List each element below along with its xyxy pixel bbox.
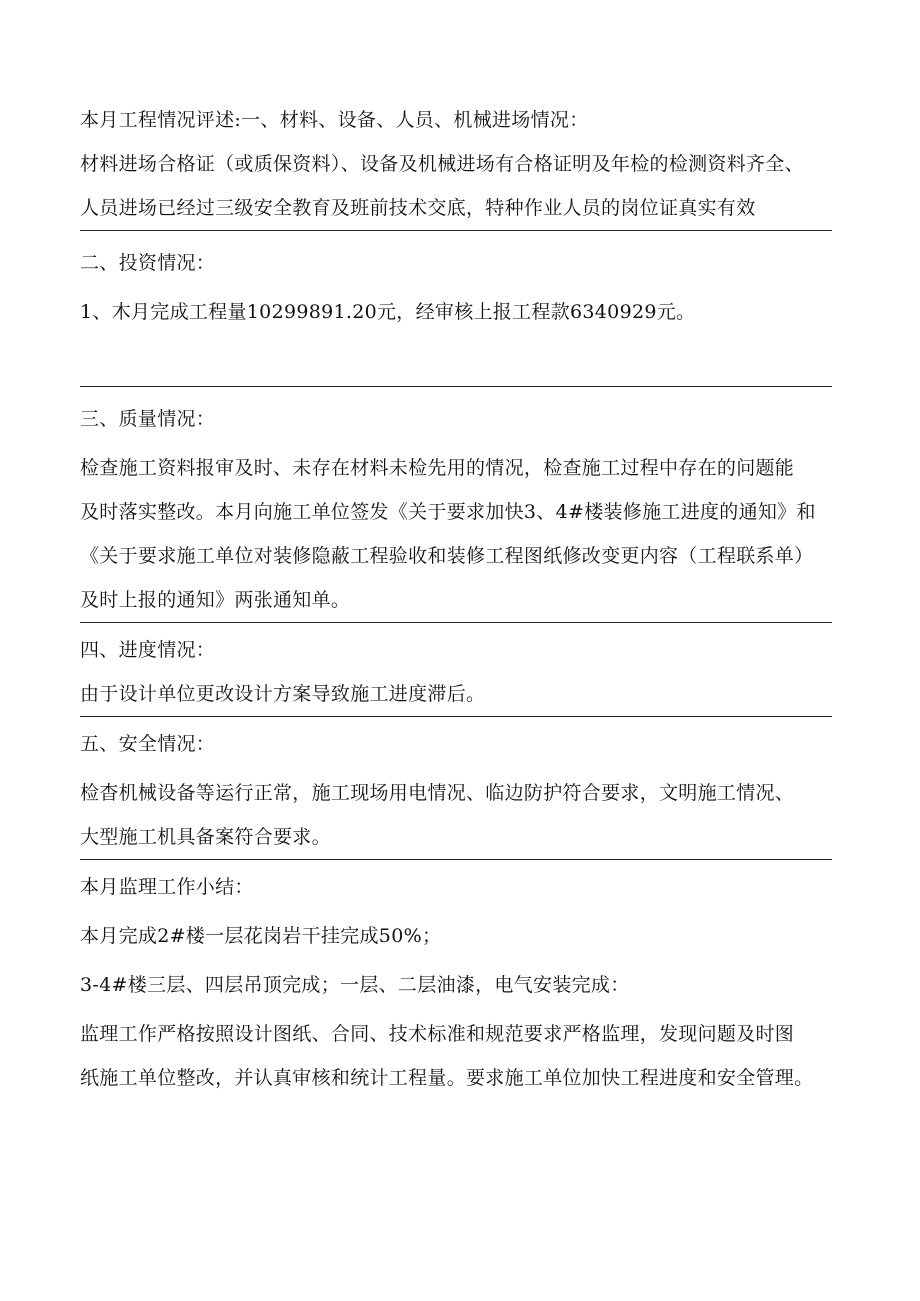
quality-text-line: 检查施工资料报审及时、未存在材料未检先用的情况，检查施工过程中存在的问题能	[80, 457, 795, 479]
investment-text-line: 1、木月完成工程量10299891.20元，经审核上报工程款6340929元。	[80, 301, 696, 323]
summary-text-line: 3-4#楼三层、四层吊顶完成；一层、二层油漆，电气安装完成：	[80, 974, 630, 996]
section-investment	[80, 231, 832, 386]
summary-heading: 本月监理工作小结：	[80, 876, 254, 898]
summary-text-line: 纸施工单位整改，并认真审核和统计工程量。要求施工单位加快工程进度和安全管理。	[80, 1067, 814, 1089]
progress-text-line: 由于设计单位更改设计方案导致施工进度滞后。	[80, 683, 486, 705]
investment-heading: 二、投资情况：	[80, 252, 216, 274]
overview-text-line: 材料进场合格证（或质保资料）、设备及机械进场有合格证明及年检的检测资料齐全、	[80, 153, 804, 175]
quality-text-line: 及时上报的通知》两张通知单。	[80, 589, 351, 611]
safety-heading: 五、安全情况：	[80, 733, 216, 755]
section-overview	[80, 98, 832, 230]
section-safety	[80, 717, 832, 859]
safety-text-line: 大型施工机具备案符合要求。	[80, 826, 331, 848]
safety-text-line: 检杳机械设备等运行正常，施工现场用电情况、临边防护符合要求，文明施工情况、	[80, 782, 795, 804]
progress-heading: 四、进度情况：	[80, 639, 216, 661]
section-summary	[80, 860, 832, 1100]
overview-text-line: 人员进场已经过三级安全教育及班前技术交底，特种作业人员的岗位证真实有效	[80, 197, 756, 219]
section-quality	[80, 387, 832, 622]
quality-text-line: 《关于要求施工单位对装修隐蔽工程验收和装修工程图纸修改变更内容（工程联系单）	[80, 545, 814, 567]
quality-text-line: 及时落实整改。本月向施工单位签发《关于要求加快3、4#楼装修施工进度的通知》和	[80, 501, 816, 523]
overview-heading-line: 本月工程情况评述:一、材料、设备、人员、机械进场情况：	[80, 109, 589, 131]
report-page	[80, 98, 832, 1100]
summary-text-line: 监理工作严格按照设计图纸、合同、技术标准和规范要求严格监理，发现问题及时图	[80, 1023, 795, 1045]
quality-heading: 三、质量情况：	[80, 408, 216, 430]
section-progress	[80, 623, 832, 716]
summary-text-line: 本月完成2#楼一层花岗岩干挂完成50%；	[80, 925, 442, 947]
